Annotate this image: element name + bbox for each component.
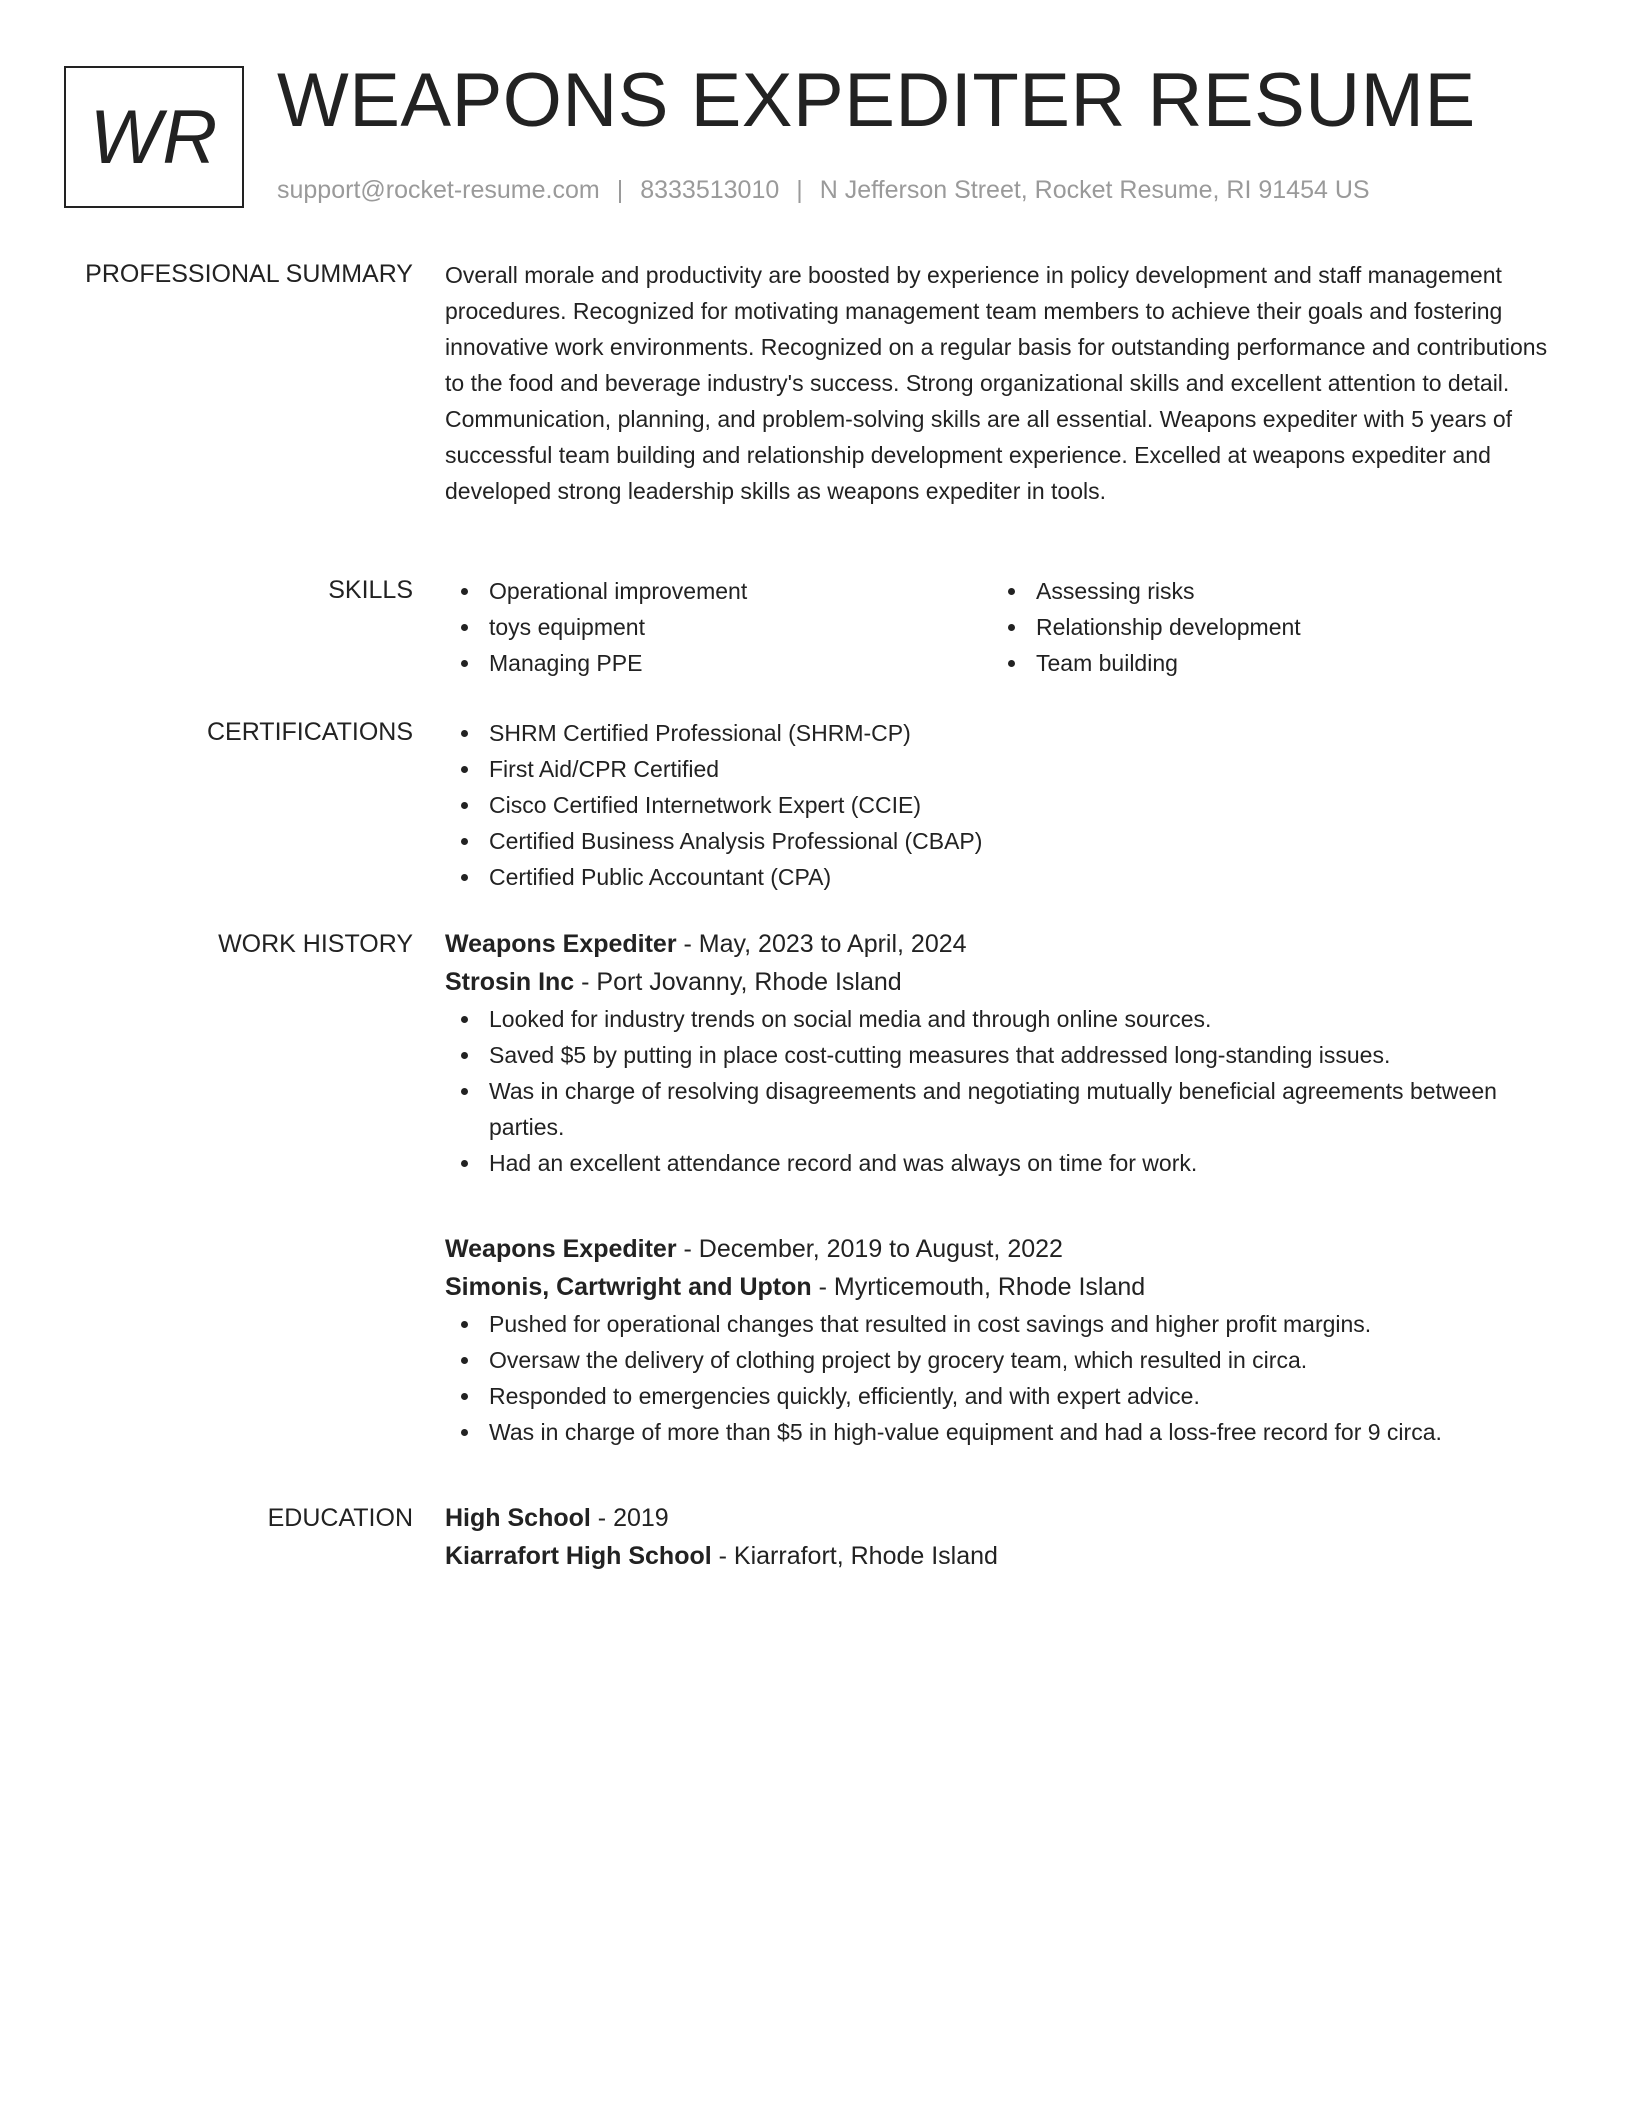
skills-section bbox=[445, 573, 1565, 681]
contact-separator: | bbox=[796, 176, 803, 204]
contact-separator: | bbox=[616, 176, 624, 204]
certification-item: First Aid/CPR Certified bbox=[445, 751, 1565, 787]
dash: - bbox=[581, 968, 590, 996]
certifications-list bbox=[445, 715, 1565, 895]
dash: - bbox=[683, 930, 692, 958]
summary-section bbox=[445, 257, 1565, 509]
job-bullet: Was in charge of more than $5 in high-value equipment and had a loss-free record for 9 circa. bbox=[445, 1414, 1565, 1450]
monogram-logo bbox=[64, 66, 244, 208]
job-title-line bbox=[445, 925, 1565, 963]
job-dates: December, 2019 to August, 2022 bbox=[698, 1235, 1063, 1263]
section-label-certifications: CERTIFICATIONS bbox=[206, 718, 413, 746]
skill-item: toys equipment bbox=[445, 609, 992, 645]
certification-item: Cisco Certified Internetwork Expert (CCIE) bbox=[445, 787, 1565, 823]
skills-grid bbox=[445, 573, 1565, 681]
job-bullet: Oversaw the delivery of clothing project by grocery team, which resulted in circa. bbox=[445, 1342, 1565, 1378]
skill-item: Team building bbox=[992, 645, 1539, 681]
education-degree-line bbox=[445, 1499, 1565, 1537]
certification-item: Certified Business Analysis Professional (CBAP) bbox=[445, 823, 1565, 859]
skills-list-right bbox=[992, 573, 1539, 681]
skill-item: Relationship development bbox=[992, 609, 1539, 645]
job-location: Port Jovanny, Rhode Island bbox=[596, 968, 902, 996]
job-bullet: Responded to emergencies quickly, efficiently, and with expert advice. bbox=[445, 1378, 1565, 1414]
education-school-line bbox=[445, 1537, 1565, 1575]
job-bullet: Looked for industry trends on social media and through online sources. bbox=[445, 1001, 1565, 1037]
skill-item: Assessing risks bbox=[992, 573, 1539, 609]
monogram-text: WR bbox=[89, 94, 219, 180]
education-location: Kiarrafort, Rhode Island bbox=[733, 1542, 998, 1570]
job-bullets bbox=[445, 1001, 1565, 1181]
section-label-education: EDUCATION bbox=[267, 1504, 413, 1532]
job-company-line bbox=[445, 1268, 1565, 1306]
education-school: Kiarrafort High School bbox=[445, 1542, 712, 1570]
dash: - bbox=[597, 1504, 607, 1532]
contact-address: N Jefferson Street, Rocket Resume, RI 91454 US bbox=[819, 176, 1370, 204]
certifications-section bbox=[445, 715, 1565, 895]
skill-item: Managing PPE bbox=[445, 645, 992, 681]
job-entry bbox=[445, 925, 1565, 1181]
job-bullets bbox=[445, 1306, 1565, 1450]
section-label-skills: SKILLS bbox=[328, 576, 413, 604]
section-label-summary: PROFESSIONAL SUMMARY bbox=[85, 260, 413, 288]
job-title: Weapons Expediter bbox=[445, 930, 677, 958]
education-year: 2019 bbox=[613, 1504, 669, 1532]
job-bullet: Saved $5 by putting in place cost-cutting measures that addressed long-standing issues. bbox=[445, 1037, 1565, 1073]
job-company: Strosin Inc bbox=[445, 968, 575, 996]
skills-list-left bbox=[445, 573, 992, 681]
contact-phone: 8333513010 bbox=[640, 176, 780, 204]
dash: - bbox=[818, 1273, 827, 1301]
job-company-line bbox=[445, 963, 1565, 1001]
job-title-line bbox=[445, 1230, 1565, 1268]
job-dates: May, 2023 to April, 2024 bbox=[698, 930, 967, 958]
job-title: Weapons Expediter bbox=[445, 1235, 677, 1263]
certification-item: SHRM Certified Professional (SHRM-CP) bbox=[445, 715, 1565, 751]
dash: - bbox=[718, 1542, 727, 1570]
job-company: Simonis, Cartwright and Upton bbox=[445, 1273, 812, 1301]
job-bullet: Was in charge of resolving disagreements and negotiating mutually beneficial agreements between parties. bbox=[445, 1073, 1565, 1145]
job-bullet: Pushed for operational changes that resulted in cost savings and higher profit margins. bbox=[445, 1306, 1565, 1342]
dash: - bbox=[683, 1235, 692, 1263]
education-degree: High School bbox=[445, 1504, 591, 1532]
education-entry bbox=[445, 1499, 1565, 1575]
section-label-work-history: WORK HISTORY bbox=[218, 930, 413, 958]
job-location: Myrticemouth, Rhode Island bbox=[833, 1273, 1146, 1301]
page-title: WEAPONS EXPEDITER RESUME bbox=[277, 58, 1476, 143]
skill-item: Operational improvement bbox=[445, 573, 992, 609]
job-bullet: Had an excellent attendance record and was always on time for work. bbox=[445, 1145, 1565, 1181]
job-entry bbox=[445, 1230, 1565, 1450]
contact-email: support@rocket-resume.com bbox=[277, 176, 600, 204]
certification-item: Certified Public Accountant (CPA) bbox=[445, 859, 1565, 895]
contact-line bbox=[277, 174, 1370, 206]
summary-text: Overall morale and productivity are boosted by experience in policy development and staff management procedures. Recognized for motivating management team members to achieve their goals and fostering innovative work environments. Recognized on a regular basis for outstanding performance and contributions to the food and beverage industry's success. Strong organizational skills and excellent attention to detail. Communication, planning, and problem-solving skills are all essential. Weapons expediter with 5 years of successful team building and relationship development experience. Excelled at weapons expediter and developed strong leadership skills as weapons expediter in tools. bbox=[445, 262, 1548, 504]
